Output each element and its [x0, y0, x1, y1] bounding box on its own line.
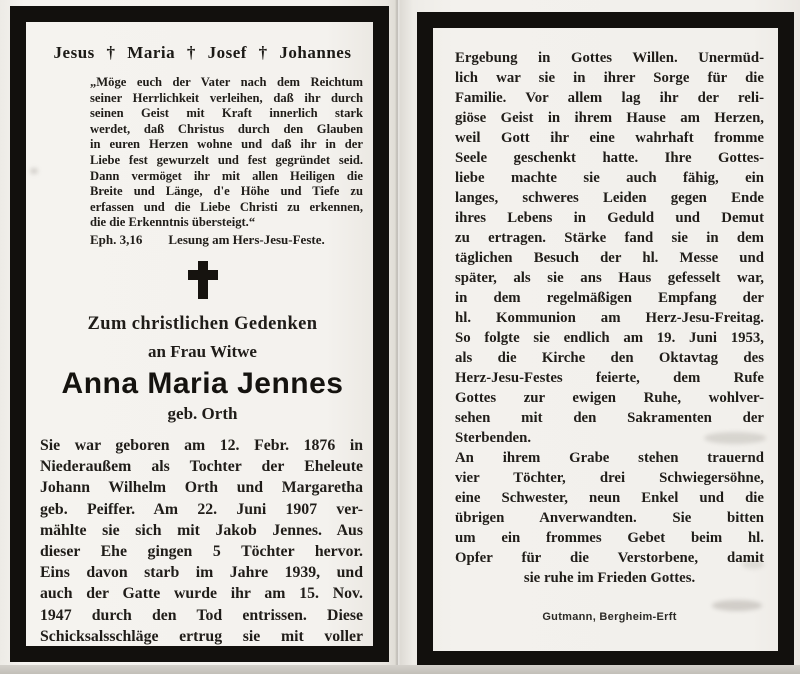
eulogy-line: eine Schwester, neun Enkel und die — [455, 490, 764, 506]
eulogy-line: in dem regelmäßigen Empfang der — [455, 290, 764, 306]
quote-line: in euren Herzen wohne und daß ihr in der — [90, 137, 363, 152]
eulogy-line: Seele geschenkt hatte. Ihre Gottes- — [455, 150, 764, 166]
eulogy-line: Ergebung in Gottes Willen. Unermüd- — [455, 50, 764, 66]
biography-line: Niederaußem als Tochter der Eheleute — [40, 458, 363, 476]
eulogy-line: sie ruhe im Frieden Gottes. — [523, 570, 696, 586]
quote-line: die die Erkenntnis übersteigt.“ — [90, 215, 256, 230]
scan-smudge — [712, 600, 762, 611]
eulogy-line: vier Töchter, drei Schwiegersöhne, — [455, 470, 764, 486]
eulogy-line: So folgte sie endlich am 19. Juni 1953, — [455, 330, 764, 346]
deceased-name: Anna Maria Jennes — [61, 366, 344, 400]
eulogy-line: hl. Kommunion am Herz-Jesu-Freitag. — [455, 310, 764, 326]
eulogy-line: lich war sie in ihrer Sorge für die — [455, 70, 764, 86]
scripture-quote — [90, 75, 363, 231]
quote-line: Liebe fest gewurzelt und fest gegründet seid. — [90, 152, 363, 167]
eulogy-line: Herz-Jesu-Festes feierte, dem Rufe — [455, 370, 764, 386]
biography-line: geb. Peiffer. Am 22. Juni 1907 ver- — [40, 500, 363, 518]
scripture-reference-row — [90, 232, 365, 248]
right-page-content — [433, 28, 778, 651]
eulogy-line: An ihrem Grabe stehen trauernd — [455, 450, 764, 466]
eulogy-line: ihres Lebens in Geduld und Demut — [455, 210, 764, 226]
quote-line: erfassen und die Liebe Christi zu erkennen, — [90, 199, 363, 214]
dedication-line: Zum christlichen Gedenken — [87, 313, 318, 334]
scripture-reference: Eph. 3,16 — [90, 231, 143, 247]
scan-smudge — [742, 560, 764, 569]
printer-credit: Gutmann, Bergheim-Erft — [542, 611, 677, 623]
eulogy-line: zu ertragen. Stärke fand sie in dem — [455, 230, 764, 246]
eulogy-line: als die Kirche den Oktavtag des — [455, 350, 764, 366]
biography-line: Schicksalsschläge ertrug sie mit voller — [40, 627, 363, 645]
left-page-content — [26, 22, 373, 646]
maiden-name: geb. Orth — [167, 403, 238, 423]
quote-line: Breite und Länge, d'e Höhe und Tiefe zu — [90, 184, 363, 199]
eulogy-line: liebe machte sie auch fähig, ein — [455, 170, 764, 186]
invocation-line: Jesus † Maria † Josef † Johannes — [53, 43, 352, 62]
biography-line: mählte sie sich mit Jakob Jennes. Aus — [40, 521, 363, 539]
quote-line: seiner Herrlichkeit verleihen, daß ihr durch — [90, 90, 363, 105]
eulogy-line: Familie. Vor allem lag ihr der reli- — [455, 90, 764, 106]
right-page-mourning-frame — [417, 12, 794, 667]
biography-line: Sie war geboren am 12. Febr. 1876 in — [40, 436, 363, 454]
eulogy-line: Sterbenden. — [455, 430, 532, 446]
quote-line: seinen Geist mit Kraft innerlich stark — [90, 106, 363, 121]
eulogy-paragraph — [455, 48, 764, 588]
eulogy-line: Gottes zur ewigen Ruhe, wohlver- — [455, 390, 764, 406]
biography-line: 1947 durch den Tod entrissen. Diese — [40, 606, 363, 624]
biography-line: Johann Wilhelm Orth und Margaretha — [40, 479, 363, 497]
eulogy-line: weil Gott ihr eine wahrhaft fromme — [455, 130, 764, 146]
eulogy-line: giöse Geist in ihrem Hause am Herzen, — [455, 110, 764, 126]
cross-icon — [188, 261, 218, 299]
eulogy-line: langes, schweres Leiden gegen Ende — [455, 190, 764, 206]
quote-line: „Möge euch der Vater nach dem Reichtum — [90, 75, 363, 89]
left-page-mourning-frame — [10, 6, 389, 662]
eulogy-line: täglichen Besuch der hl. Messe und — [455, 250, 764, 266]
eulogy-line: übrigen Anverwandten. Sie bitten — [455, 510, 764, 526]
quote-line: Dann vermöget ihr mit allen Heiligen die — [90, 168, 363, 183]
quote-line: werdet, daß Christus durch den Glauben — [90, 121, 363, 136]
scan-edge-strip — [0, 665, 800, 674]
eulogy-line: um ein frommes Gebet beim hl. — [455, 530, 764, 546]
scan-smudge — [30, 168, 38, 174]
eulogy-line: Opfer für die Verstorbene, damit — [455, 550, 764, 566]
biography-line: auch der Gatte wurde ihr am 15. Nov. — [40, 585, 363, 603]
eulogy-line: sehen mit den Sakramenten der — [455, 410, 764, 426]
scan-smudge — [704, 432, 766, 444]
eulogy-line: später, als sie ans Haus gefesselt war, — [455, 270, 764, 286]
biography-paragraph — [40, 435, 363, 647]
scripture-reference-note: Lesung am Hers-Jesu-Feste. — [168, 231, 325, 247]
dedication-subline: an Frau Witwe — [148, 341, 257, 361]
biography-line: dieser Ehe gingen 5 Töchter hervor. — [40, 542, 363, 560]
fold-line — [395, 0, 400, 674]
biography-line: Eins davon starb im Jahre 1939, und — [40, 564, 363, 582]
